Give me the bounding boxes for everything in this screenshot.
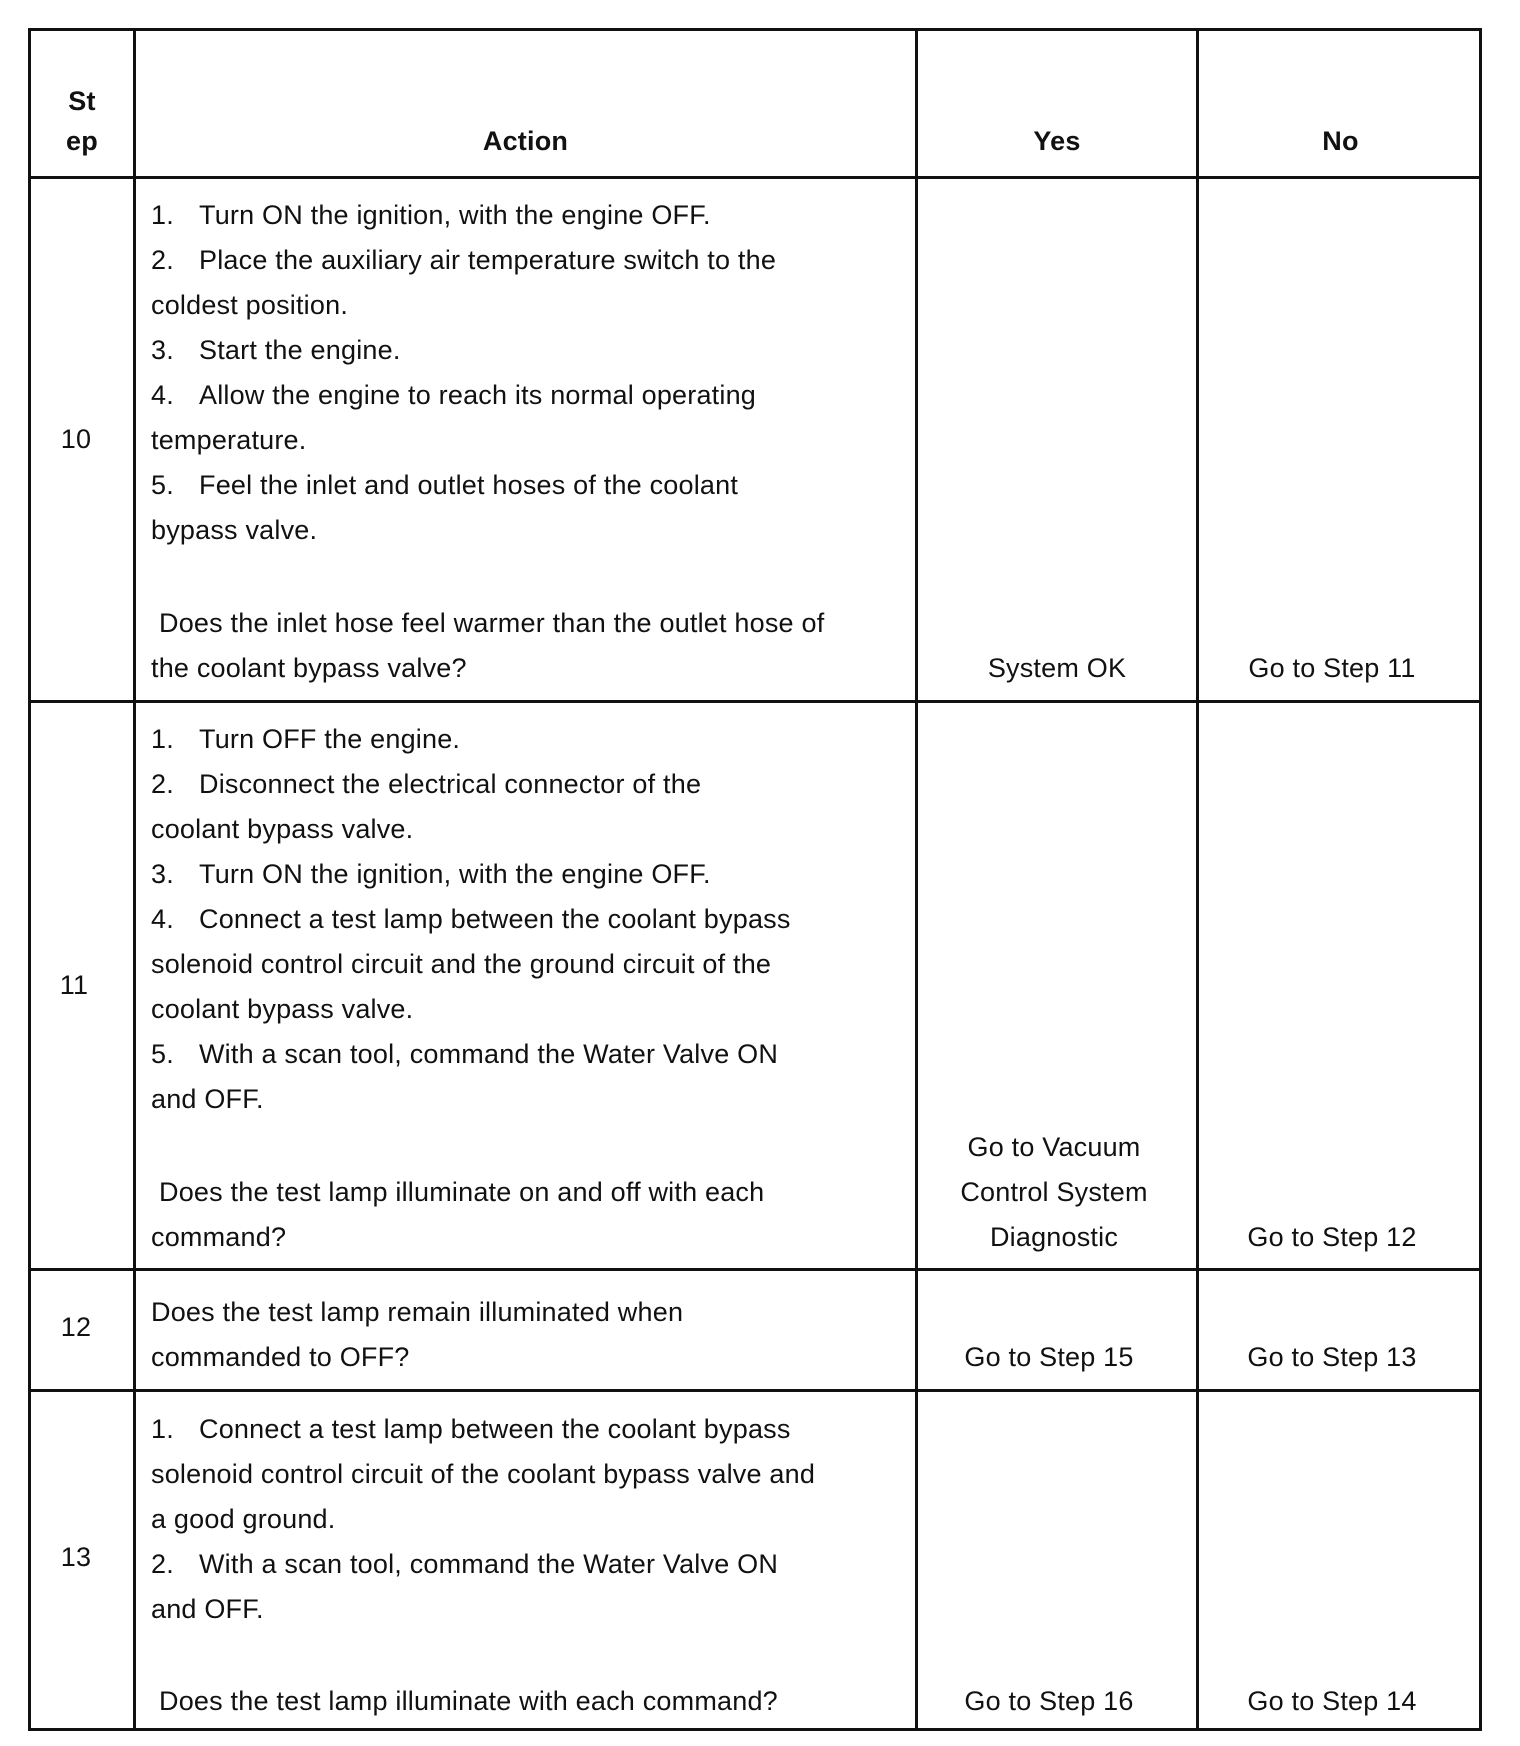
action-item: 4. Allow the engine to reach its normal operating — [151, 380, 757, 410]
action-item: and OFF. — [151, 1594, 264, 1624]
no-13: Go to Step 14 — [1247, 1686, 1417, 1716]
step-number-10: 10 — [60, 424, 92, 454]
action-item: bypass valve. — [151, 515, 318, 545]
question-10: Does the inlet hose feel warmer than the outlet hose of the coolant bypass valve? — [151, 608, 825, 683]
action-item: coolant bypass valve. — [151, 994, 414, 1024]
diagnostic-table — [28, 28, 1482, 1731]
action-item: and OFF. — [151, 1084, 264, 1114]
question-12: Does the test lamp remain illuminated when commanded to OFF? — [151, 1297, 684, 1372]
header-step-line2: ep — [66, 126, 98, 156]
action-cell-11 — [151, 717, 911, 1122]
no-12: Go to Step 13 — [1247, 1342, 1417, 1372]
step-number-13: 13 — [60, 1542, 92, 1572]
action-cell-13 — [151, 1407, 911, 1632]
action-item: 1. Turn OFF the engine. — [151, 724, 461, 754]
yes-10: System OK — [987, 653, 1127, 683]
step-number-12: 12 — [60, 1312, 92, 1342]
header-step — [31, 81, 133, 161]
action-item: 3. Start the engine. — [151, 335, 401, 365]
action-item: 1. Connect a test lamp between the coolant bypass — [151, 1414, 791, 1444]
action-item: a good ground. — [151, 1504, 336, 1534]
action-item: 5. With a scan tool, command the Water Valve ON — [151, 1039, 779, 1069]
row-divider-10-11 — [31, 700, 1479, 703]
action-item: temperature. — [151, 425, 307, 455]
question-11: Does the test lamp illuminate on and off with each command? — [151, 1177, 765, 1252]
column-divider-yes-no — [1196, 31, 1199, 1728]
header-divider — [31, 176, 1479, 179]
column-divider-action-yes — [915, 31, 918, 1728]
no-10: Go to Step 11 — [1248, 653, 1416, 683]
column-divider-step-action — [133, 31, 136, 1728]
action-item: 2. Disconnect the electrical connector of the — [151, 769, 702, 799]
no-11: Go to Step 12 — [1247, 1222, 1417, 1252]
yes-11: Go to Vacuum Control System Diagnostic — [960, 1132, 1148, 1252]
action-item: solenoid control circuit and the ground circuit of the — [151, 949, 772, 979]
question-13: Does the test lamp illuminate with each command? — [159, 1686, 778, 1716]
action-item: 3. Turn ON the ignition, with the engine OFF. — [151, 859, 711, 889]
header-no: No — [1322, 126, 1359, 156]
action-item: 2. With a scan tool, command the Water Valve ON — [151, 1549, 779, 1579]
header-step-line1: St — [68, 86, 96, 116]
yes-13: Go to Step 16 — [964, 1686, 1134, 1716]
row-divider-12-13 — [31, 1389, 1479, 1392]
step-number-11: 11 — [59, 970, 89, 1000]
action-item: 5. Feel the inlet and outlet hoses of the coolant — [151, 470, 739, 500]
action-item: coldest position. — [151, 290, 349, 320]
row-divider-11-12 — [31, 1268, 1479, 1271]
header-yes: Yes — [1033, 126, 1081, 156]
header-action: Action — [482, 126, 569, 156]
action-cell-10 — [151, 193, 911, 553]
action-item: 2. Place the auxiliary air temperature switch to the — [151, 245, 777, 275]
action-item: coolant bypass valve. — [151, 814, 414, 844]
yes-12: Go to Step 15 — [964, 1342, 1134, 1372]
action-item: 1. Turn ON the ignition, with the engine OFF. — [151, 200, 711, 230]
action-item: solenoid control circuit of the coolant bypass valve and — [151, 1459, 816, 1489]
action-item: 4. Connect a test lamp between the coolant bypass — [151, 904, 791, 934]
